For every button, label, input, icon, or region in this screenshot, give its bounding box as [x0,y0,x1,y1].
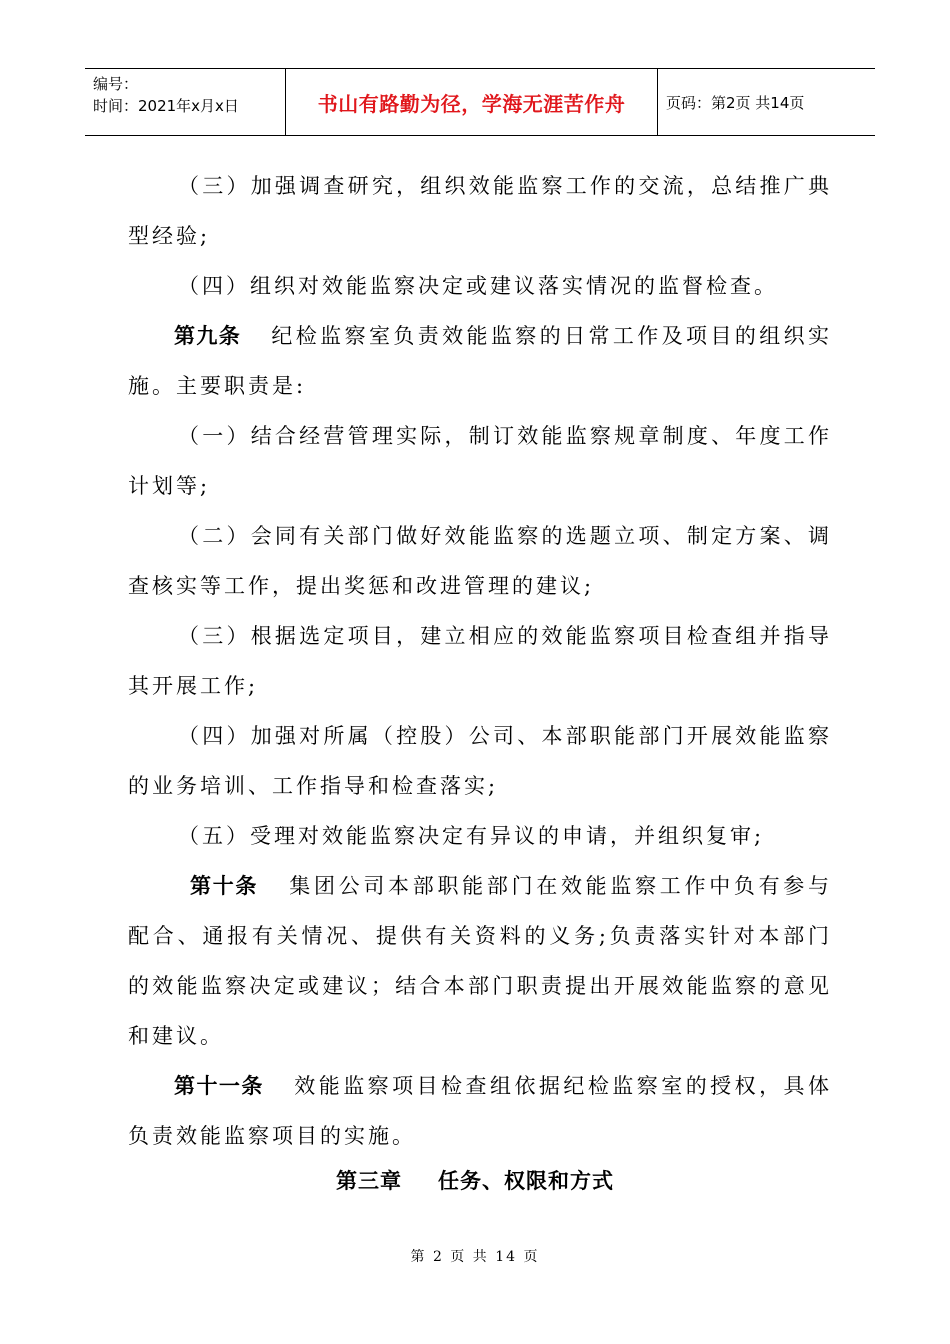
paragraph-1 [128,161,832,261]
chapter-title: 任务、权限和方式 [438,1169,614,1193]
header-motto: 书山有路勤为径，学海无涯苦作舟 [317,91,626,116]
paragraph-text: （五）受理对效能监察决定有异议的申请，并组织复审; [178,824,765,848]
header-page-cell [658,69,876,136]
paragraph-text: （三）根据选定项目，建立相应的效能监察项目检查组并指导其开展工作; [128,624,832,698]
paragraph-text: （二）会同有关部门做好效能监察的选题立项、制定方案、调查核实等工作，提出奖惩和改进管理的建议; [128,524,832,598]
page-footer: 第 2 页 共 14 页 [410,1249,540,1265]
paragraph-6 [128,611,832,711]
paragraph-text: 效能监察项目检查组依据纪检监察室的授权，具体负责效能监察项目的实施。 [128,1074,833,1148]
paragraph-text: 集团公司本部职能部门在效能监察工作中负有参与配合、通报有关情况、提供有关资料的义务;负责落实针对本部门的效能监察决定或建议；结合本部门职责提出开展效能监察的意见和建议。 [128,874,833,1048]
header-meta-cell [85,69,286,136]
paragraph-text: （三）加强调查研究，组织效能监察工作的交流，总结推广典型经验; [128,174,832,248]
paragraph-text: （四）组织对效能监察决定或建议落实情况的监督检查。 [178,274,778,298]
paragraph-4 [128,411,832,511]
header-motto-cell [286,69,658,136]
page-header [85,68,875,136]
article-number: 第十一条 [174,1074,264,1098]
paragraph-8 [128,811,832,861]
document-number-label: 编号： [93,75,139,93]
paragraph-text: 纪检监察室负责效能监察的日常工作及项目的组织实施。主要职责是: [128,324,833,398]
article-number: 第九条 [174,324,242,348]
article-11 [128,1061,832,1161]
chapter-heading [0,1156,950,1206]
paragraph-2 [128,261,832,311]
article-number: 第十条 [190,874,259,898]
article-9 [128,311,832,411]
chapter-number: 第三章 [336,1169,402,1193]
article-10 [128,861,832,1061]
document-time-label: 时间：2021年x月x日 [93,97,239,115]
header-page-code: 页码：第2页 共14页 [666,93,805,112]
paragraph-text: （四）加强对所属（控股）公司、本部职能部门开展效能监察的业务培训、工作指导和检查落实; [128,724,832,798]
paragraph-5 [128,511,832,611]
paragraph-7 [128,711,832,811]
paragraph-text: （一）结合经营管理实际，制订效能监察规章制度、年度工作计划等; [128,424,832,498]
